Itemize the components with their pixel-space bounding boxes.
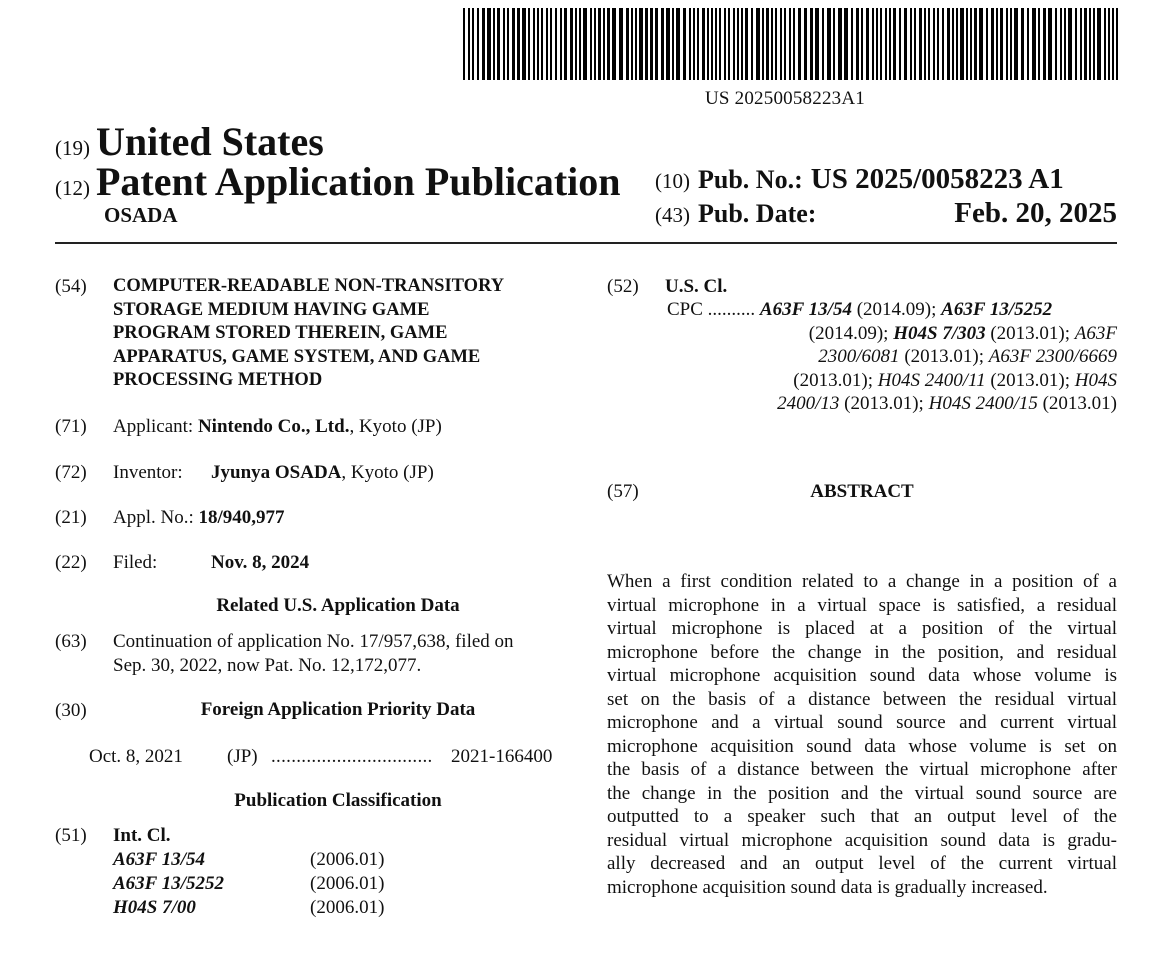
abstract-line: outputted to a speaker such that an output level of the — [607, 806, 1117, 827]
continuation-line: Sep. 30, 2022, now Pat. No. 12,172,077. — [113, 655, 422, 676]
cpc-symbol: H04S 7/303 — [893, 322, 986, 344]
inventor-label: Inventor: — [113, 462, 183, 483]
cpc-symbol: 2400/13 — [777, 393, 840, 414]
filed-code: (22) — [55, 552, 87, 573]
abstract-line: residual virtual microphone acquisition sound data is gradu- — [607, 829, 1117, 851]
applicant-entry — [113, 415, 442, 439]
abstract-heading: ABSTRACT — [810, 481, 914, 502]
abstract-text — [607, 570, 1117, 899]
int-cl-version: (2006.01) — [310, 849, 385, 870]
cpc-symbol: A63F 13/54 — [759, 299, 852, 320]
cpc-line — [667, 369, 1117, 393]
int-cl-version: (2006.01) — [310, 873, 385, 894]
title-line: PROGRAM STORED THEREIN, GAME — [113, 323, 448, 343]
int-cl-symbol: A63F 13/5252 — [113, 873, 225, 894]
priority-dots: ................................ — [271, 746, 433, 767]
int-cl-symbol: H04S 7/00 — [113, 897, 196, 918]
pub-no-line — [655, 163, 1064, 196]
related-heading: Related U.S. Application Data — [216, 595, 460, 616]
int-cl-row — [113, 872, 384, 896]
abstract-line: the basis of a distance between the virtual microphone after — [607, 759, 1117, 780]
filed-value: Nov. 8, 2024 — [211, 552, 310, 573]
title-line: PROCESSING METHOD — [113, 370, 323, 390]
continuation-text — [113, 630, 514, 678]
appl-no-entry — [113, 506, 285, 530]
cpc-date: (2013.01); — [793, 369, 873, 391]
cpc-symbol: 2300/6081 — [818, 346, 900, 367]
title-line: APPARATUS, GAME SYSTEM, AND GAME — [113, 346, 481, 367]
country-line — [55, 118, 324, 162]
abstract-line: ally decreased and an output level of the current virtual — [607, 853, 1117, 874]
pub-date-line — [655, 197, 1117, 230]
foreign-code: (30) — [55, 700, 87, 721]
cpc-line — [667, 298, 1117, 322]
us-cl-code: (52) — [607, 276, 639, 297]
invention-title — [113, 275, 573, 393]
title-line: COMPUTER-READABLE NON-TRANSITORY — [113, 276, 505, 296]
doc-type: Patent Application Publication — [96, 159, 621, 204]
cpc-line — [667, 392, 1117, 416]
code-10: (10) — [655, 169, 690, 193]
cpc-date: (2013.01); — [990, 369, 1071, 391]
int-cl-code: (51) — [55, 825, 87, 846]
priority-number: 2021-166400 — [451, 746, 553, 767]
pub-date-value: Feb. 20, 2025 — [954, 197, 1117, 229]
continuation-code: (63) — [55, 631, 87, 652]
abstract-code: (57) — [607, 481, 639, 502]
appl-no-code: (21) — [55, 507, 87, 528]
code-19: (19) — [55, 136, 90, 160]
foreign-heading: Foreign Application Priority Data — [200, 699, 476, 720]
abstract-line: the change in the position and the virtual sound source are — [607, 782, 1117, 804]
int-cl-version: (2006.01) — [310, 897, 385, 918]
barcode — [463, 8, 1121, 80]
continuation-line: Continuation of application No. 17/957,638, filed on — [113, 631, 514, 652]
pub-date-label: Pub. Date: — [698, 199, 817, 228]
abstract-line: virtual microphone in a virtual space is satisfied, a residual — [607, 594, 1117, 616]
int-cl-label: Int. Cl. — [113, 825, 171, 846]
abstract-line: microphone acquisition sound data whose volume is set on — [607, 735, 1117, 757]
abstract-line: When a first condition related to a change in a position of a — [607, 571, 1117, 592]
code-12: (12) — [55, 176, 90, 200]
doc-type-line — [55, 158, 621, 205]
abstract-line: microphone acquisition sound data is gradually increased. — [607, 876, 1048, 898]
cpc-symbol: A63F — [1074, 322, 1117, 344]
inventor-entry — [211, 461, 434, 485]
pub-class-heading: Publication Classification — [234, 790, 442, 811]
inventor-code: (72) — [55, 462, 87, 483]
code-43: (43) — [655, 203, 690, 227]
applicant-label: Applicant: — [113, 416, 194, 437]
cpc-symbol: H04S 2400/15 — [928, 393, 1038, 414]
cpc-line — [667, 345, 1117, 369]
appl-no-label: Appl. No.: — [113, 507, 194, 528]
cpc-symbol: H04S — [1074, 369, 1117, 391]
int-cl-table — [113, 848, 384, 920]
pub-no-value: US 2025/0058223 A1 — [810, 163, 1064, 195]
cpc-classification — [667, 298, 1117, 416]
priority-date: Oct. 8, 2021 — [89, 746, 183, 767]
abstract-line: microphone before the change in the position, and residual — [607, 641, 1117, 663]
pub-no-label: Pub. No.: — [698, 165, 803, 194]
applicant-code: (71) — [55, 416, 87, 437]
abstract-line: virtual microphone acquisition sound data whose volume is — [607, 665, 1117, 686]
cpc-date: (2013.01); — [990, 322, 1071, 344]
applicant-name: Nintendo Co., Ltd. — [197, 416, 350, 437]
title-line: STORAGE MEDIUM HAVING GAME — [113, 299, 430, 320]
cpc-date: (2013.01); — [844, 393, 924, 414]
country: United States — [96, 119, 324, 164]
inventor-surname: OSADA — [104, 203, 178, 227]
header-rule — [55, 242, 1117, 244]
us-cl-label: U.S. Cl. — [665, 276, 728, 297]
int-cl-row — [113, 848, 384, 872]
filed-label: Filed: — [113, 552, 158, 573]
cpc-prefix: CPC .......... — [667, 299, 756, 320]
cpc-symbol: H04S 2400/11 — [877, 369, 986, 391]
cpc-date: (2014.09); — [808, 322, 889, 344]
cpc-symbol: A63F 13/5252 — [941, 299, 1053, 320]
abstract-line: set on the basis of a distance between the residual virtual — [607, 688, 1117, 710]
inventor-name: Jyunya OSADA — [211, 462, 342, 483]
title-code: (54) — [55, 276, 87, 297]
cpc-line — [667, 322, 1117, 346]
cpc-date: (2013.01) — [1042, 393, 1117, 414]
appl-no-value: 18/940,977 — [198, 507, 285, 528]
cpc-symbol: A63F 2300/6669 — [988, 346, 1117, 367]
barcode-number: US 20250058223A1 — [705, 88, 865, 109]
int-cl-symbol: A63F 13/54 — [113, 849, 206, 870]
abstract-line: microphone and a virtual sound source and current virtual — [607, 712, 1117, 733]
inventor-location: , Kyoto (JP) — [341, 462, 434, 483]
cpc-date: (2013.01); — [904, 346, 984, 367]
abstract-line: virtual microphone is placed at a position of the virtual — [607, 618, 1117, 639]
applicant-location: , Kyoto (JP) — [349, 416, 442, 437]
cpc-date: (2014.09); — [856, 299, 937, 320]
int-cl-row — [113, 896, 384, 920]
priority-country: (JP) — [227, 746, 258, 767]
